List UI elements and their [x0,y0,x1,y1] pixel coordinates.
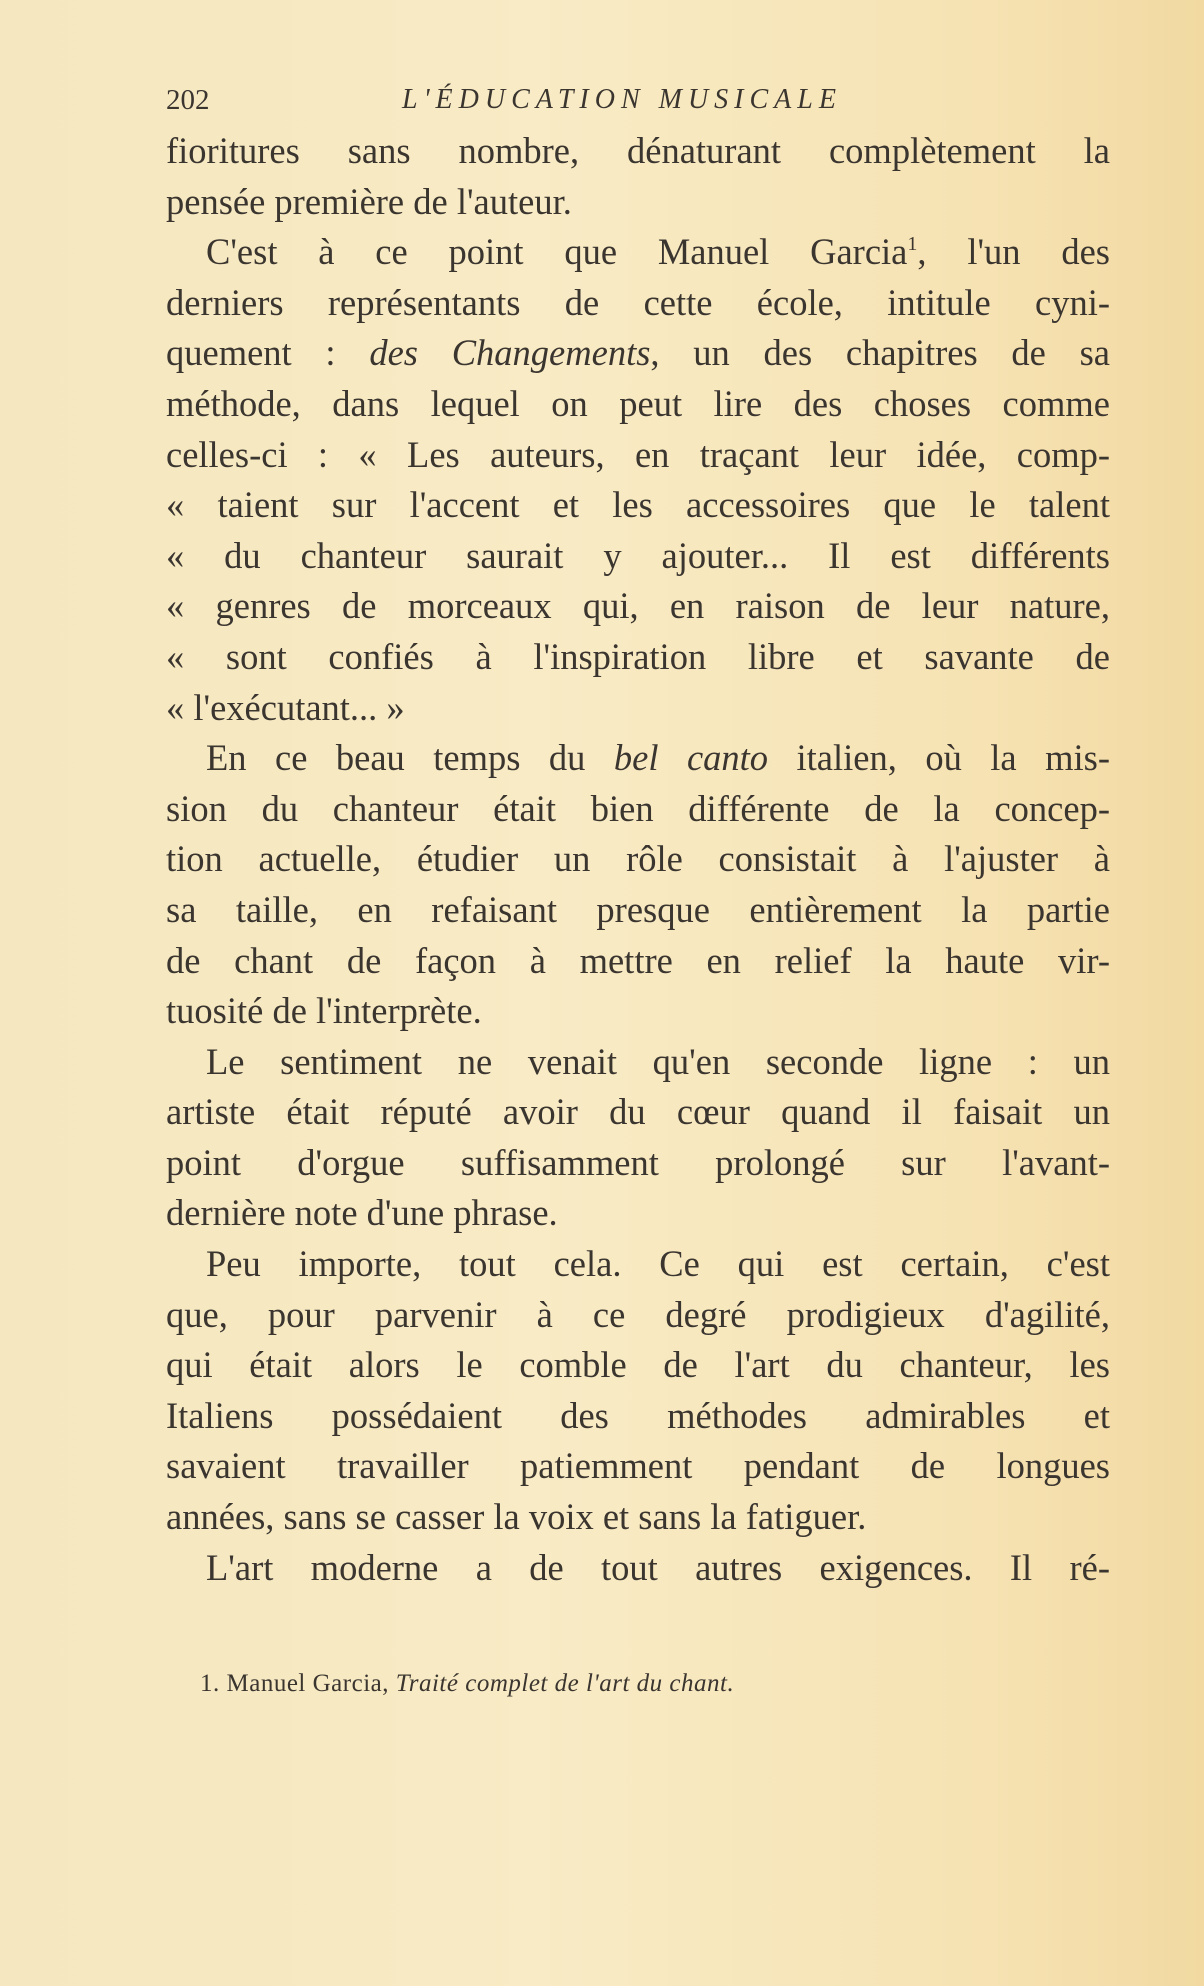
footnote-ref: 1 [907,233,918,256]
text-line [166,227,1110,278]
text-segment: celles-ci : « Les auteurs, en traçant leur idée, comp- [166,433,1110,475]
text-line [166,531,1110,582]
footnote-author: Manuel Garcia, [226,1670,389,1697]
text-segment: point d'orgue suffisamment prolongé sur l'avant- [166,1141,1110,1183]
running-head [166,76,1110,126]
body-text [166,126,1110,1593]
text-line [166,177,1110,228]
text-line [166,430,1110,481]
text-line [166,936,1110,987]
text-segment: « l'exécutant... » [166,686,405,728]
text-segment: fioritures sans nombre, dénaturant complètement la [166,130,1110,171]
text-line [166,328,1110,379]
text-segment: Peu importe, tout cela. Ce qui est certain, c'est [206,1243,1110,1285]
text-segment: derniers représentants de cette école, intitule cyni- [166,281,1110,323]
text-line [166,278,1110,329]
text-segment: quement : [166,332,370,374]
text-line [166,1340,1110,1391]
text-line [166,1087,1110,1138]
italic-text: bel canto [613,737,769,779]
text-segment: « sont confiés à l'inspiration libre et savante de [166,635,1110,677]
text-segment: pensée première de l'auteur. [166,180,572,222]
text-segment: méthode, dans lequel on peut lire des choses comme [166,382,1110,424]
text-segment: dernière note d'une phrase. [166,1192,558,1234]
text-segment: Italiens possédaient des méthodes admirables et [166,1394,1110,1436]
text-line [166,1037,1110,1088]
footnote-number: 1. [200,1670,220,1697]
text-line [166,1492,1110,1543]
text-line [166,1441,1110,1492]
footnote-title: Traité complet de l'art du chant. [395,1670,735,1697]
text-line [166,1188,1110,1239]
text-line [166,379,1110,430]
text-segment: En ce beau temps du [206,737,614,779]
text-line [166,1290,1110,1341]
text-segment: que, pour parvenir à ce degré prodigieux d'agilité, [166,1293,1110,1335]
text-line [166,581,1110,632]
text-line [166,1391,1110,1442]
text-segment: italien, où la mis- [768,737,1110,779]
text-segment: sion du chanteur était bien différente de la concep- [166,787,1110,829]
text-segment: sa taille, en refaisant presque entièrement la partie [166,888,1110,930]
text-segment: « du chanteur saurait y ajouter... Il est différents [166,534,1110,576]
text-segment: années, sans se casser la voix et sans la fatiguer. [166,1496,867,1538]
text-segment: qui était alors le comble de l'art du chanteur, les [166,1344,1110,1386]
text-segment: tuosité de l'interprète. [166,990,482,1032]
text-segment: , un des chapitres de sa [650,332,1111,374]
text-line [166,126,1110,177]
text-line [166,733,1110,784]
text-segment: de chant de façon à mettre en relief la haute vir- [166,939,1110,981]
text-segment: artiste était réputé avoir du cœur quand il faisait un [166,1091,1110,1133]
text-line [166,480,1110,531]
book-page [166,76,1110,1593]
running-title: L'ÉDUCATION MUSICALE [402,84,842,115]
text-line [166,683,1110,734]
footnote [200,1670,734,1698]
text-segment: savaient travailler patiemment pendant de longues [166,1445,1110,1487]
text-segment: Le sentiment ne venait qu'en seconde ligne : un [206,1040,1110,1082]
text-line [166,632,1110,683]
text-segment: L'art moderne a de tout autres exigences. Il ré- [206,1546,1110,1588]
text-line [166,1543,1110,1594]
text-line [166,784,1110,835]
text-segment: tion actuelle, étudier un rôle consistait à l'ajuster à [166,838,1110,880]
text-segment: « genres de morceaux qui, en raison de leur nature, [166,585,1110,627]
text-line [166,1138,1110,1189]
page-number: 202 [166,84,210,116]
text-segment: « taient sur l'accent et les accessoires que le talent [166,484,1110,526]
italic-text: des Changements [369,332,651,374]
text-line [166,885,1110,936]
text-segment: , l'un des [917,231,1110,273]
text-segment: C'est à ce point que Manuel Garcia [206,231,908,273]
text-line [166,834,1110,885]
text-line [166,986,1110,1037]
text-line [166,1239,1110,1290]
